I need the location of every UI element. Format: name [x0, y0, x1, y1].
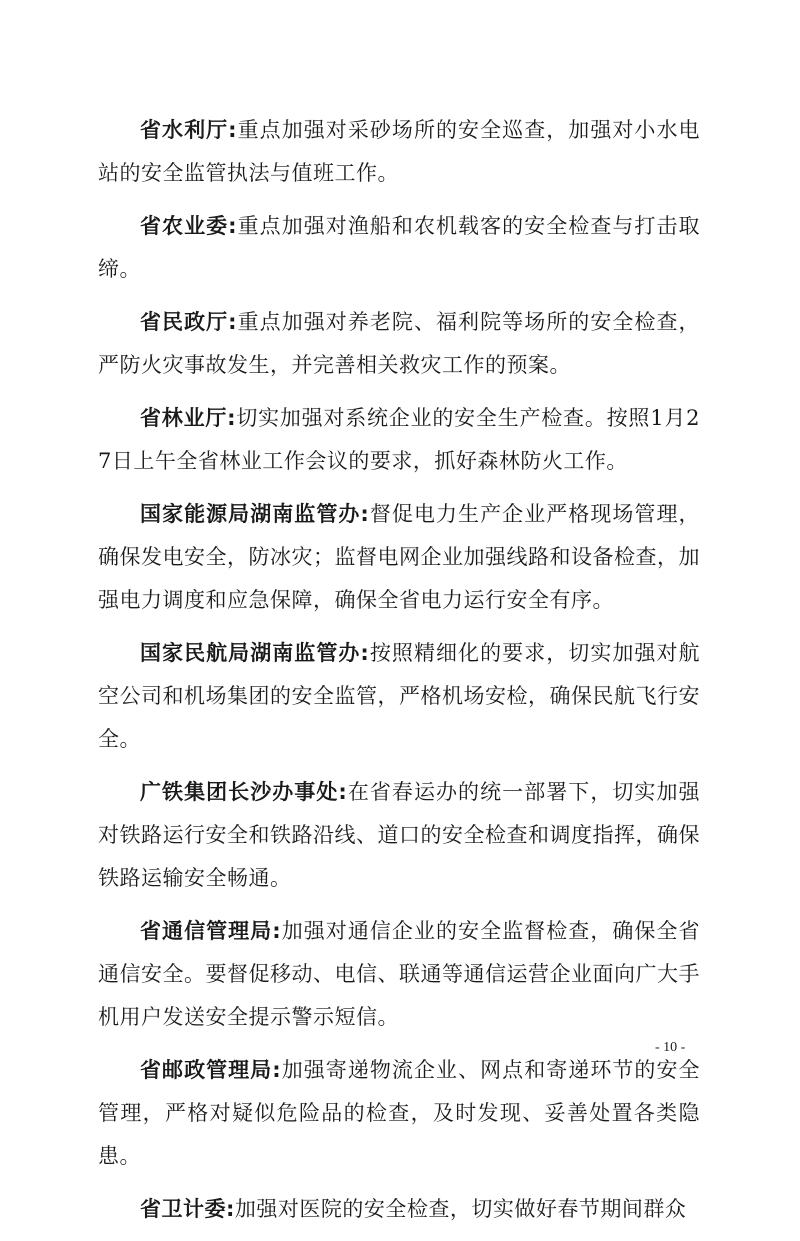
paragraph-aviation — [98, 632, 700, 761]
paragraph-forestry — [98, 397, 700, 483]
paragraph-lead: 省邮政管理局: — [140, 1058, 282, 1082]
document-body — [98, 109, 700, 1241]
paragraph-text: 切实加强对系统企业的安全生产检查。按照1月27日上午全省林业工作会议的要求，抓好森林防火工作。 — [98, 406, 700, 473]
paragraph-text: 加强寄递物流企业、网点和寄递环节的安全管理，严格对疑似危险品的检查，及时发现、妥善处置各类隐患。 — [98, 1058, 701, 1168]
paragraph-lead: 省水利厅: — [140, 118, 238, 142]
paragraph-lead: 广铁集团长沙办事处: — [140, 780, 348, 804]
paragraph-lead: 国家能源局湖南监管办: — [140, 502, 370, 526]
paragraph-water-resources — [98, 109, 700, 195]
paragraph-lead: 省卫计委: — [140, 1197, 235, 1221]
paragraph-energy — [98, 493, 700, 622]
page-number: - 10 - — [655, 1040, 686, 1055]
paragraph-text: 督促电力生产企业严格现场管理，确保发电安全，防冰灾；监督电网企业加强线路和设备检查，加强电力调度和应急保障，确保全省电力运行安全有序。 — [98, 502, 700, 612]
paragraph-text: 加强对医院的安全检查，切实做好春节期间群众 — [234, 1197, 687, 1221]
paragraph-text: 按照精细化的要求，切实加强对航空公司和机场集团的安全监管，严格机场安检，确保民航飞行安全。 — [98, 641, 700, 751]
paragraph-lead: 省林业厅: — [140, 406, 237, 430]
paragraph-text: 重点加强对养老院、福利院等场所的安全检查，严防火灾事故发生，并完善相关救灾工作的预案。 — [98, 310, 700, 377]
paragraph-agriculture — [98, 205, 700, 291]
paragraph-health — [98, 1188, 700, 1231]
paragraph-communications — [98, 910, 700, 1039]
paragraph-text: 重点加强对采砂场所的安全巡查，加强对小水电站的安全监管执法与值班工作。 — [98, 118, 700, 185]
paragraph-text: 重点加强对渔船和农机载客的安全检查与打击取缔。 — [98, 214, 700, 281]
paragraph-text: 加强对通信企业的安全监督检查，确保全省通信安全。要督促移动、电信、联通等通信运营企业面向广大手机用户发送安全提示警示短信。 — [98, 919, 701, 1029]
paragraph-civil-affairs — [98, 301, 700, 387]
paragraph-text: 在省春运办的统一部署下，切实加强对铁路运行安全和铁路沿线、道口的安全检查和调度指挥，确保铁路运输安全畅通。 — [98, 780, 700, 890]
paragraph-lead: 省民政厅: — [140, 310, 238, 334]
paragraph-postal — [98, 1049, 700, 1178]
paragraph-railway — [98, 771, 700, 900]
paragraph-lead: 省通信管理局: — [140, 919, 282, 943]
paragraph-lead: 省农业委: — [140, 214, 238, 238]
paragraph-lead: 国家民航局湖南监管办: — [140, 641, 370, 665]
